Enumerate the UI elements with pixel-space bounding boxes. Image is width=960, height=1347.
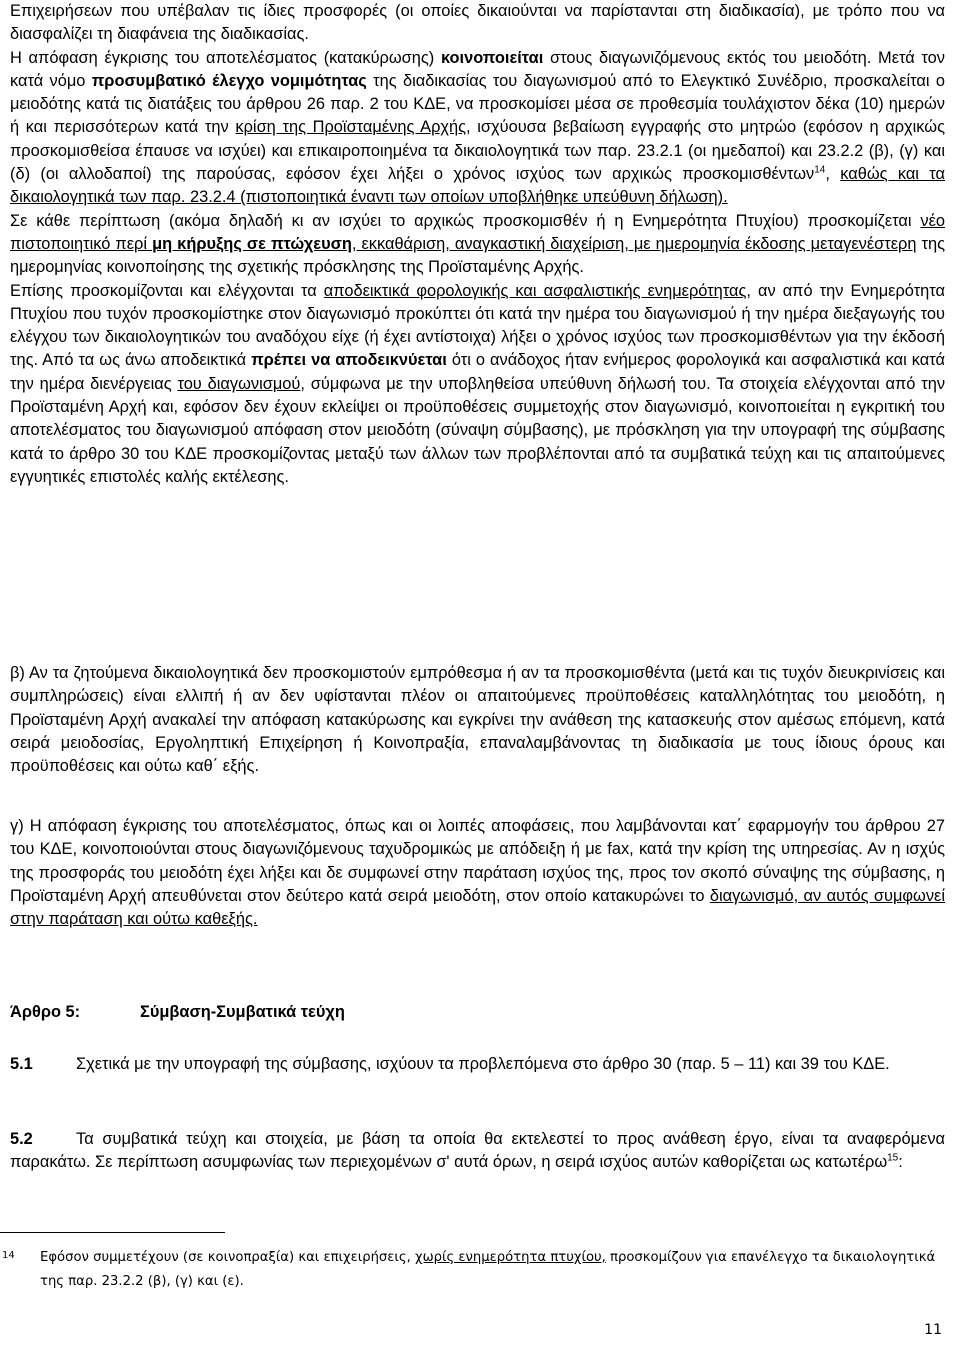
underlined-text: καθώς και τα δικαιολογητικά των παρ. 23.2.4 (πιστοποιητικά έναντι των οποίων υποβλήθηκε υπεύθυνη δήλωση).	[10, 165, 945, 207]
footnote-reference[interactable]: 15	[887, 1152, 899, 1164]
bold-text: πρέπει να αποδεικνύεται	[251, 351, 447, 370]
clause-text: Τα συμβατικά τεύχη και στοιχεία, με βάση τα οποία θα εκτελεστεί το προς ανάθεση έργο, είναι τα αναφερόμενα παρακάτω. Σε περίπτωση ασυμφωνίας των περιεχομένων σ' αυτά όρων, η σειρά ισχύος αυτών καθορίζεται ως κατωτέρω	[10, 1130, 945, 1172]
underlined-text: νέο πιστοποιητικό περί	[10, 211, 945, 253]
text-segment: Επίσης προσκομίζονται και ελέγχονται τα	[10, 281, 324, 300]
article-heading	[10, 1003, 345, 1022]
footnote-reference[interactable]: 14	[814, 164, 826, 176]
paragraph-award-procedure	[10, 0, 945, 489]
paragraph-c	[10, 815, 945, 931]
clause-number: 5.2	[10, 1130, 33, 1148]
article-label: Άρθρο 5:	[10, 1003, 81, 1021]
text-segment: στους διαγωνιζόμενους εκτός του μειοδότη. Μετά τον κατά νόμο	[10, 48, 945, 90]
text-segment: της ημερομηνίας κοινοποίησης της σχετικής πρόσκλησης της Προϊσταμένης Αρχής.	[10, 234, 946, 277]
footnote-text	[0, 1246, 948, 1294]
text-segment: Η απόφαση έγκρισης του αποτελέσματος (κατακύρωσης)	[10, 48, 441, 67]
text-segment: Επιχειρήσεων που υπέβαλαν τις ίδιες προσφορές (οι οποίες δικαιούνται να παρίστανται στη διαδικασία), με τρόπο που να διασφαλίζει τη διαφάνεια της διαδικασίας.	[10, 2, 945, 44]
text-segment: ότι ο ανάδοχος ήταν ενήμερος φορολογικά και ασφαλιστικά και κατά την ημέρα διενέργειας	[10, 351, 945, 393]
bold-text: κοινοποιείται	[440, 48, 544, 67]
bold-text: προσυμβατικό έλεγχο νομιμότητας	[91, 71, 367, 90]
page-number: 11	[924, 1322, 942, 1338]
text-segment: ,	[825, 165, 841, 184]
underlined-text: αποδεικτικά φορολογικής και ασφαλιστικής ενημερότητας	[323, 281, 747, 300]
footnote-mark: 14	[2, 1250, 15, 1261]
article-title: Σύμβαση-Συμβατικά τεύχη	[140, 1003, 345, 1021]
underlined-text: διαγωνισμό, αν αυτός συμφωνεί στην παράταση και ούτω καθεξής.	[10, 886, 945, 929]
clause-5-2	[10, 1128, 945, 1175]
underlined-text: του διαγωνισμού,	[177, 374, 305, 393]
text-segment: σύμφωνα με την υποβληθείσα υπεύθυνη δήλωσή του. Τα στοιχεία ελέγχονται από την Προϊσταμένη Αρχή και, εφόσον δεν έχουν εκλείψει οι προϋποθέσεις συμμετοχής στον διαγωνισμό, κοινοποιείται η εγκριτική του αποτελέσματος του διαγωνισμού απόφαση στον μειοδότη (σύναψη σύμβασης), με πρόσκληση για την υπογραφή της σύμβασης κατά το άρθρο 30 του ΚΔΕ προσκομίζοντας μεταξύ των άλλων των προβλέπονται από τα συμβατικά τεύχη και τις απαιτούμενες εγγυητικές επιστολές καλής εκτέλεσης.	[10, 374, 946, 486]
text-segment: γ) Η απόφαση έγκρισης του αποτελέσματος, όπως και οι λοιπές αποφάσεις, που λαμβάνονται κατ΄ εφαρμογήν του άρθρου 27 του ΚΔΕ, κοινοποιούνται στους διαγωνιζόμενους ταχυδρομικώς με απόδειξη ή με fax, κατά την κρίση της υπηρεσίας. Αν η ισχύς της προσφοράς του μειοδότη έχει λήξει και δε συμφωνεί στην παράταση ισχύος της, προς τον σκοπό σύναψης της σύμβασης, η Προϊσταμένη Αρχή απευθύνεται στον δεύτερο κατά σειρά μειοδότη, στον οποίο κατακυρώνει το	[10, 817, 945, 905]
clause-text-end: :	[898, 1153, 903, 1172]
bold-underlined-text: μη κήρυξης σε πτώχευση	[152, 234, 352, 253]
underlined-text: , εκκαθάριση, αναγκαστική διαχείριση, με ημερομηνία έκδοσης μεταγενέστερη	[351, 234, 917, 253]
text-segment: της διαδικασίας του διαγωνισμού από το Ελεγκτικό Συνέδριο, προσκαλείται ο μειοδότης κατά τις διατάξεις του άρθρου 26 παρ. 2 του ΚΔΕ, να προσκομίσει μέσα σε προθεσμία τουλάχιστον δέκα (10) ημερών ή και περισσότερων κατά την	[10, 71, 945, 137]
text-segment: , ισχύουσα βεβαίωση εγγραφής στο μητρώο (εφόσον η αρχικώς προσκομισθείσα έπαυσε να ισχύει) και επικαιροποιημένα τα δικαιολογητικά των παρ. 23.2.1 (οι ημεδαποί) και 23.2.2 (β), (γ) και (δ) (οι αλλοδαποί) της παρούσας, εφόσον έχει λήξει ο χρόνος ισχύος των αρχικώς προσκομισθέντων	[10, 118, 945, 184]
footnote-separator	[0, 1232, 225, 1233]
clause-5-1	[10, 1053, 945, 1076]
underlined-text: χωρίς ενημερότητα πτυχίου,	[415, 1250, 606, 1265]
clause-text: Σχετικά με την υπογραφή της σύμβασης, ισχύουν τα προβλεπόμενα στο άρθρο 30 (παρ. 5 – 11) και 39 του ΚΔΕ.	[76, 1055, 890, 1073]
text-segment: προσκομίζουν για επανέλεγχο τα δικαιολογητικά της παρ. 23.2.2 (β), (γ) και (ε).	[40, 1250, 936, 1289]
footnote-14	[0, 1246, 948, 1294]
clause-number: 5.1	[10, 1055, 33, 1073]
text-segment: Σε κάθε περίπτωση (ακόμα δηλαδή κι αν ισχύει το αρχικώς προσκομισθέν ή η Ενημερότητα Πτυχίου) προσκομίζεται	[10, 211, 921, 230]
text-segment: , αν από την Ενημερότητα Πτυχίου που τυχόν προσκομίστηκε στον διαγωνισμό προκύπτει ότι κατά την ημέρα του διαγωνισμού ή την ημέρα διεξαγωγής του ελέγχου των δικαιολογητικών του αναδόχου είχε (ή έχει αντίστοιχα) λήξει ο χρόνος ισχύος των προσκομισθέντων για την έκδοσή της. Από τα ως άνω αποδεικτικά	[10, 281, 945, 370]
paragraph-b: β) Αν τα ζητούμενα δικαιολογητικά δεν προσκομιστούν εμπρόθεσμα ή αν τα προσκομισθέντα (μετά και τις τυχόν διευκρινίσεις και συμπληρώσεις) είναι ελλιπή ή αν δεν υφίστανται πλέον οι απαιτούμενες προϋποθέσεις καταλληλότητας του μειοδότη, η Προϊσταμένη Αρχή ανακαλεί την απόφαση κατακύρωσης και εγκρίνει την ανάθεση της κατασκευής στον αμέσως επόμενη, κατά σειρά μειοδοσίας, Εργοληπτική Επιχείρηση ή Κοινοπραξία, επαναλαμβάνοντας τη διαδικασία με τους ίδιους όρους και προϋποθέσεις και ούτω καθ΄ εξής.	[10, 664, 945, 776]
underlined-text: κρίση της Προϊσταμένης Αρχής	[235, 118, 467, 137]
text-segment: Εφόσον συμμετέχουν (σε κοινοπραξία) και επιχειρήσεις,	[40, 1250, 415, 1265]
